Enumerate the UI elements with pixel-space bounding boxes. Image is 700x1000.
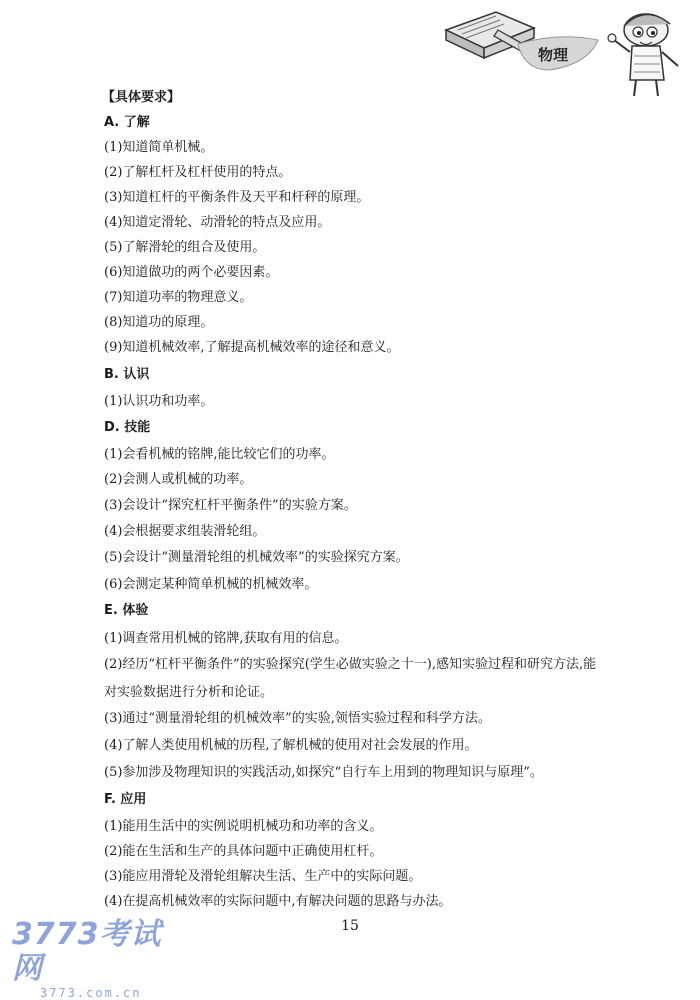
heading-d: D. 技能: [104, 420, 151, 435]
list-item: (4)在提高机械效率的实际问题中,有解决问题的思路与办法。: [104, 894, 452, 909]
header-illustration: [438, 0, 700, 108]
list-item: (1)知道简单机械。: [104, 140, 214, 155]
list-item: (2)了解杠杆及杠杆使用的特点。: [104, 165, 292, 180]
list-item: (3)通过“测量滑轮组的机械效率”的实验,领悟实验过程和科学方法。: [104, 711, 491, 726]
list-item: (5)了解滑轮的组合及使用。: [104, 240, 266, 255]
page-number: 15: [341, 918, 359, 934]
list-item: (3)能应用滑轮及滑轮组解决生活、生产中的实际问题。: [104, 869, 422, 884]
list-item: (1)能用生活中的实例说明机械功和功率的含义。: [104, 819, 383, 834]
list-item: (1)调查常用机械的铭牌,获取有用的信息。: [104, 631, 348, 646]
list-item: (4)了解人类使用机械的历程,了解机械的使用对社会发展的作用。: [104, 738, 478, 753]
heading-b: B. 认识: [104, 367, 150, 382]
list-item: (2)能在生活和生产的具体问题中正确使用杠杆。: [104, 844, 383, 859]
list-item: (1)认识功和功率。: [104, 394, 214, 409]
list-item: (4)知道定滑轮、动滑轮的特点及应用。: [104, 215, 331, 230]
list-item: (4)会根据要求组装滑轮组。: [104, 524, 266, 539]
list-item: (6)会测定某种简单机械的机械效率。: [104, 577, 318, 592]
list-item: (5)会设计“测量滑轮组的机械效率”的实验探究方案。: [104, 550, 409, 565]
list-item: (6)知道做功的两个必要因素。: [104, 265, 279, 280]
heading-f: F. 应用: [104, 792, 147, 807]
list-item: (3)会设计“探究杠杆平衡条件”的实验方案。: [104, 498, 357, 513]
watermark-url: 3773.com.cn: [40, 986, 142, 1000]
list-item: (5)参加涉及物理知识的实践活动,如探究“自行车上用到的物理知识与原理”。: [104, 765, 543, 780]
heading-e: E. 体验: [104, 603, 149, 618]
list-item: (3)知道杠杆的平衡条件及天平和杆秤的原理。: [104, 190, 370, 205]
list-item: (7)知道功率的物理意义。: [104, 290, 253, 305]
list-item: (9)知道机械效率,了解提高机械效率的途径和意义。: [104, 340, 400, 355]
watermark-logo: [12, 917, 182, 1000]
section-title: 【具体要求】: [102, 90, 181, 105]
cartoon-student-icon: [608, 14, 678, 96]
subject-label: 物理: [538, 46, 569, 64]
list-item-continuation: 对实验数据进行分析和论证。: [104, 685, 274, 700]
list-item: (8)知道功的原理。: [104, 315, 214, 330]
heading-a: A. 了解: [104, 115, 150, 130]
list-item: (2)会测人或机械的功率。: [104, 472, 253, 487]
list-item: (1)会看机械的铭牌,能比较它们的功率。: [104, 447, 335, 462]
list-item: (2)经历“杠杆平衡条件”的实验探究(学生必做实验之十一),感知实验过程和研究方法,能: [104, 657, 597, 672]
watermark-brand: 3773考试网: [12, 917, 162, 986]
